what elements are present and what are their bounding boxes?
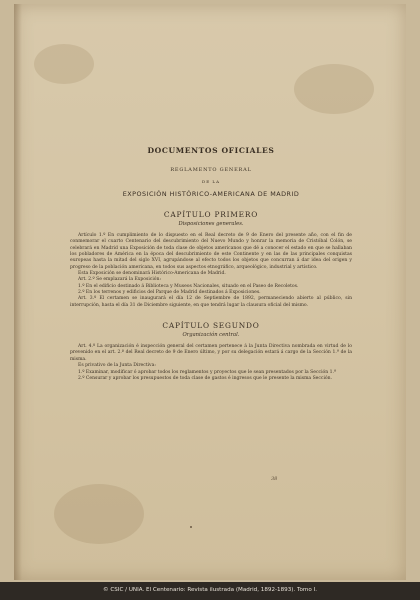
paragraph: Art. 4.º La organización é inspección general del certamen pertenece á la Junta Directiva nombrada en virtud de lo prevenido en el art. 2.º del Real decreto de 9 de Enero último, y por su delegación estará á cargo de la Sección 1.ª de la misma. (70, 344, 352, 362)
exposition-title: EXPOSICIÓN HISTÓRICO-AMERICANA DE MADRID (122, 190, 300, 198)
image-caption: © CSIC / UNIA. El Centenario: Revista ilustrada (Madrid, 1892-1893). Tomo I. (103, 587, 317, 593)
paragraph: Es privativo de la Junta Directiva: (78, 363, 156, 369)
paper-stain (54, 484, 144, 544)
ink-dot (190, 526, 192, 528)
document-header: DOCUMENTOS OFICIALES (147, 146, 275, 155)
chapter-2-subtitle: Organización central. (182, 332, 240, 339)
chapter-2-title: CAPÍTULO SEGUNDO (162, 321, 260, 331)
chapter-1-title: CAPÍTULO PRIMERO (163, 210, 259, 219)
paper-stain (34, 44, 94, 84)
chapter-1-subtitle: Disposiciones generales. (178, 221, 244, 227)
paragraph: Art. 3.º El certamen se inaugurará el día 12 de Septiembre de 1892, permaneciendo abierto al público, sin interrupción, hasta el día 31 de Diciembre siguiente, en que tendrá lugar la clausura oficial del mismo. (70, 296, 352, 308)
regulation-heading: REGLAMENTO GENERAL (170, 167, 252, 173)
document-body (70, 146, 352, 382)
paragraph: 2.º Censurar y aprobar los presupuestos de toda clase de gastos é ingresos que le presente la misma Sección. (78, 375, 333, 381)
paragraph: 1.º En el edificio destinado á Biblioteca y Museos Nacionales, situado en el Paseo de Recoletos. (78, 283, 299, 289)
paragraph: 1.º Examinar, modificar ó aprobar todos los reglamentos y proyectos que le sean presentados por la Sección 1.ª (78, 369, 337, 375)
dela-heading: DE LA (202, 179, 220, 184)
paragraph: Artículo 1.º En cumplimiento de lo dispuesto en el Real decreto de 9 de Enero del presente año, con el fin de conmemorar el cuarto Centenario del descubrimiento del Nuevo Mundo y honrar la memoria de Cristóbal Colón, se celebrará en Madrid una Exposición de toda clase de objetos americanos que dé a conocer el estado en que se hallaban los pobladores de América en la época del descubrimiento de este Continente y en las de las principales conquistas europeas hasta la mitad del siglo XVI, agrupándose al efecto todos los objetos que concurran á dar idea del origen y progreso de la población americana, en todos sus aspectos etnográfico, arqueológico, industrial y artístico. (70, 233, 352, 270)
document-page (14, 4, 406, 580)
paragraph: 2.º En los terrenos y edificios del Parque de Madrid destinados á Exposiciones. (78, 290, 261, 296)
paper-stain (294, 64, 374, 114)
paragraph: Esta Exposición se denominará Histórico-Americana de Madrid. (78, 271, 226, 277)
paragraph: Art. 2.º Se emplazará la Exposición: (78, 277, 161, 283)
page-mark: 38 (271, 476, 278, 482)
